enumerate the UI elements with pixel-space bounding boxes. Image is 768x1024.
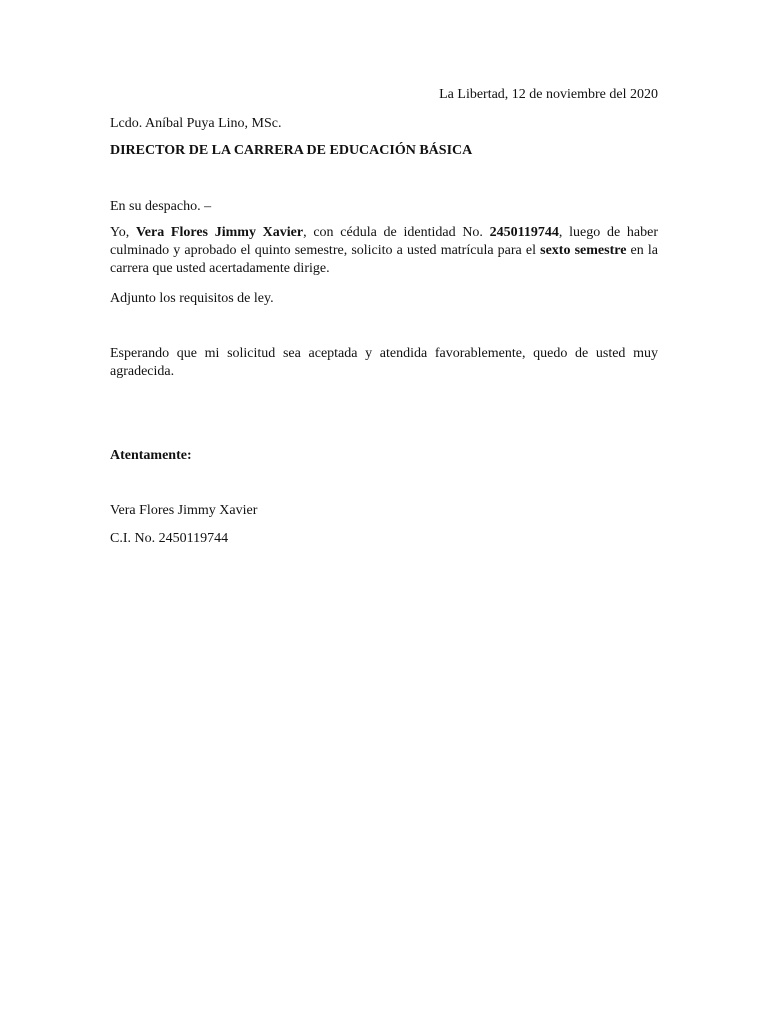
attachment-paragraph: Adjunto los requisitos de ley. xyxy=(110,291,274,306)
semester: sexto semestre xyxy=(540,243,627,258)
student-id: 2450119744 xyxy=(489,225,559,240)
letter-date: La Libertad, 12 de noviembre del 2020 xyxy=(439,87,658,102)
greeting: En su despacho. – xyxy=(110,199,212,214)
body-text-3: , luego de haber culminado y aprobado el quinto semestre, solicito a usted matrícula para el xyxy=(110,225,658,258)
closing-paragraph: Esperando que mi solicitud sea aceptada y atendida favorablemente, quedo de usted muy agradecida. xyxy=(110,346,658,379)
body-text-2: , con cédula de identidad No. xyxy=(303,225,490,240)
signer-id: C.I. No. 2450119744 xyxy=(110,531,229,546)
signoff: Atentamente: xyxy=(110,448,192,463)
recipient-name: Lcdo. Aníbal Puya Lino, MSc. xyxy=(110,116,282,131)
signer-name: Vera Flores Jimmy Xavier xyxy=(110,503,258,518)
body-text-1: Yo, xyxy=(110,225,136,240)
recipient-title: DIRECTOR DE LA CARRERA DE EDUCACIÓN BÁSICA xyxy=(110,143,473,158)
body-text-4: en la carrera que usted acertadamente dirige. xyxy=(110,243,658,276)
body-paragraph xyxy=(110,224,658,278)
student-name: Vera Flores Jimmy Xavier xyxy=(135,225,304,240)
